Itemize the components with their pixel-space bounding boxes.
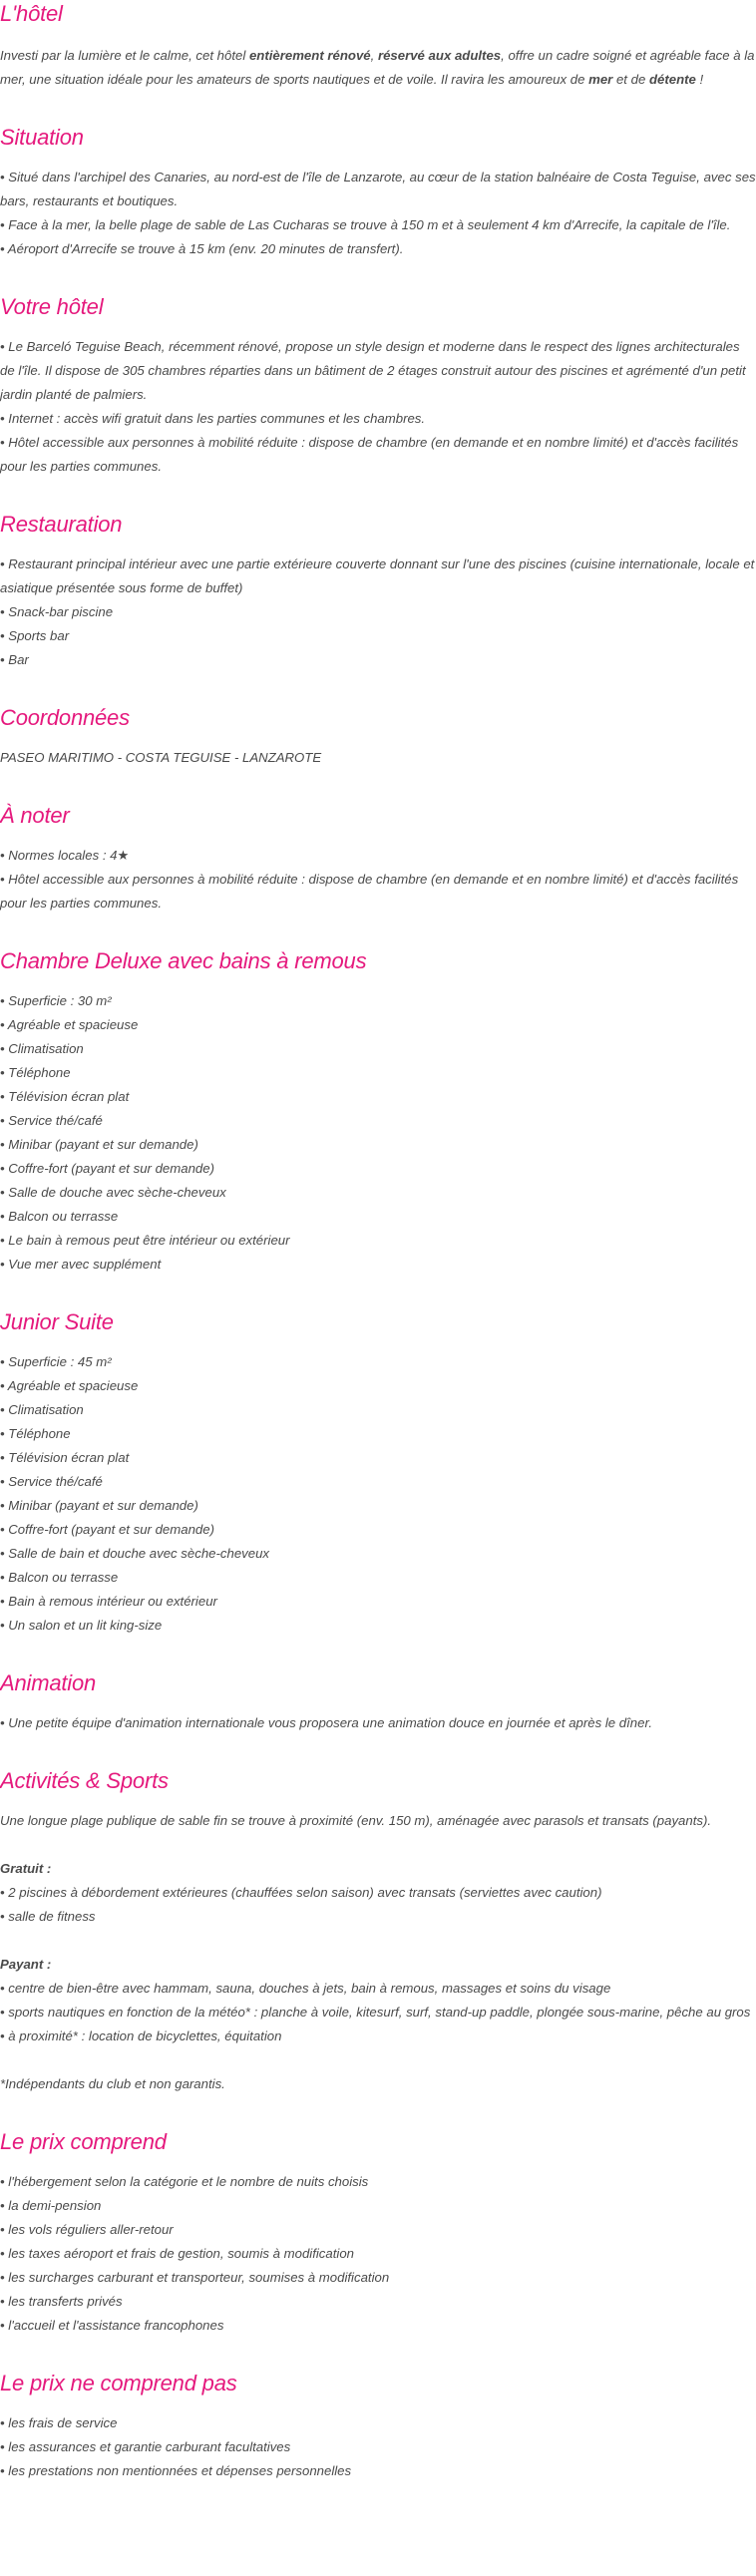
- list-item: • les transferts privés: [0, 2294, 123, 2309]
- list-item: • Vue mer avec supplément: [0, 1257, 162, 1272]
- list-item: • Sports bar: [0, 628, 70, 643]
- list-item: • les frais de service: [0, 2415, 118, 2430]
- list-item: • Climatisation: [0, 1402, 84, 1417]
- list-item: • Téléphone: [0, 1065, 71, 1080]
- list-item: • Coffre-fort (payant et sur demande): [0, 1522, 214, 1537]
- list-item: • Hôtel accessible aux personnes à mobilité réduite : dispose de chambre (en demande et en nombre limité) et d'accès facilités pour les parties communes.: [0, 435, 739, 474]
- section-coordonnees: [0, 704, 756, 770]
- payant-label: Payant :: [0, 1957, 52, 1972]
- bold-renove: entièrement rénové: [248, 48, 371, 63]
- list-item: • les vols réguliers aller-retour: [0, 2222, 174, 2237]
- section-chambre-deluxe: [0, 947, 756, 1277]
- gratuit-label: Gratuit :: [0, 1861, 52, 1876]
- spacer: [0, 1833, 756, 1857]
- section-body-hotel: [0, 44, 756, 92]
- section-title-a-noter: À noter: [0, 803, 70, 828]
- section-body-animation: [0, 1711, 756, 1735]
- list-item: • l'accueil et l'assistance francophones: [0, 2318, 224, 2333]
- list-item: • Service thé/café: [0, 1474, 103, 1489]
- section-situation: [0, 124, 756, 261]
- list-item: • Le bain à remous peut être intérieur ou extérieur: [0, 1233, 290, 1248]
- section-body-situation: [0, 166, 756, 261]
- section-body-activites: [0, 1809, 756, 2096]
- hotel-intro-paragraph: [0, 44, 756, 92]
- list-item: • Coffre-fort (payant et sur demande): [0, 1161, 214, 1176]
- list-item: • Agréable et spacieuse: [0, 1017, 139, 1032]
- section-animation: [0, 1669, 756, 1735]
- spacer: [0, 1929, 756, 1953]
- section-title-junior-suite: Junior Suite: [0, 1309, 114, 1334]
- text-fragment: ,: [370, 48, 378, 63]
- list-item: • Bain à remous intérieur ou extérieur: [0, 1594, 217, 1609]
- list-item: • Normes locales : 4★: [0, 848, 130, 863]
- list-item: • Une petite équipe d'animation internationale vous proposera une animation douce en journée et après le dîner.: [0, 1715, 653, 1730]
- list-item: • Restaurant principal intérieur avec une partie extérieure couverte donnant sur l'une des piscines (cuisine internationale, locale et asiatique présentée sous forme de buffet): [0, 556, 755, 595]
- address-line: PASEO MARITIMO - COSTA TEGUISE - LANZAROTE: [0, 750, 322, 765]
- section-prix-ne-comprend: [0, 2370, 756, 2483]
- section-prix-comprend: [0, 2128, 756, 2338]
- section-title-prix-ne-comprend: Le prix ne comprend pas: [0, 2371, 237, 2395]
- list-item: • les prestations non mentionnées et dépenses personnelles: [0, 2463, 352, 2478]
- list-item: • salle de fitness: [0, 1909, 96, 1924]
- section-restauration: [0, 511, 756, 672]
- list-item: • Salle de douche avec sèche-cheveux: [0, 1185, 226, 1200]
- list-item: • Superficie : 45 m²: [0, 1354, 112, 1369]
- list-item: • les taxes aéroport et frais de gestion, soumis à modification: [0, 2246, 354, 2261]
- section-title-animation: Animation: [0, 1670, 97, 1695]
- bold-mer: mer: [588, 72, 613, 87]
- list-item: • Balcon ou terrasse: [0, 1570, 119, 1585]
- list-item: • l'hébergement selon la catégorie et le nombre de nuits choisis: [0, 2174, 369, 2189]
- list-item: • Télévision écran plat: [0, 1450, 130, 1465]
- section-title-situation: Situation: [0, 125, 84, 150]
- section-title-chambre-deluxe: Chambre Deluxe avec bains à remous: [0, 948, 367, 973]
- text-fragment: , offre un cadre soigné et agréable face à la mer, une situation idéale pour les amateurs de sports nautiques et de voile. Il ravira les amoureux de: [0, 48, 755, 87]
- list-item: • Le Barceló Teguise Beach, récemment rénové, propose un style design et moderne dans le respect des lignes architecturales de l'île. Il dispose de 305 chambres réparties dans un bâtiment de 2 étages construit autour des piscines et agrémenté d'un petit jardin planté de palmiers.: [0, 339, 746, 402]
- activites-footnote: *Indépendants du club et non garantis.: [0, 2076, 225, 2091]
- list-item: • Agréable et spacieuse: [0, 1378, 139, 1393]
- list-item: • Télévision écran plat: [0, 1089, 130, 1104]
- section-title-activites: Activités & Sports: [0, 1768, 169, 1793]
- section-body-a-noter: [0, 844, 756, 916]
- text-fragment: !: [695, 72, 704, 87]
- section-title-hotel: L'hôtel: [0, 1, 63, 26]
- list-item: • Hôtel accessible aux personnes à mobilité réduite : dispose de chambre (en demande et en nombre limité) et d'accès facilités pour les parties communes.: [0, 872, 739, 911]
- list-item: • Balcon ou terrasse: [0, 1209, 119, 1224]
- section-body-prix-comprend: [0, 2170, 756, 2338]
- section-activites: [0, 1767, 756, 2096]
- list-item: • à proximité* : location de bicyclettes, équitation: [0, 2028, 282, 2043]
- list-item: • Service thé/café: [0, 1113, 103, 1128]
- section-body-restauration: [0, 552, 756, 672]
- section-title-coordonnees: Coordonnées: [0, 705, 130, 730]
- section-title-votre-hotel: Votre hôtel: [0, 294, 104, 319]
- section-body-junior-suite: [0, 1350, 756, 1638]
- section-junior-suite: [0, 1308, 756, 1638]
- list-item: • sports nautiques en fonction de la météo* : planche à voile, kitesurf, surf, stand-up paddle, plongée sous-marine, pêche au gros: [0, 2005, 751, 2020]
- list-item: • Bar: [0, 652, 29, 667]
- section-body-coordonnees: [0, 746, 756, 770]
- list-item: • 2 piscines à débordement extérieures (chauffées selon saison) avec transats (serviettes avec caution): [0, 1885, 602, 1900]
- list-item: • Téléphone: [0, 1426, 71, 1441]
- list-item: • Internet : accès wifi gratuit dans les parties communes et les chambres.: [0, 411, 426, 426]
- text-fragment: et de: [612, 72, 649, 87]
- bold-adultes: réservé aux adultes: [377, 48, 502, 63]
- section-a-noter: [0, 802, 756, 916]
- section-body-chambre-deluxe: [0, 989, 756, 1277]
- list-item: • Aéroport d'Arrecife se trouve à 15 km (env. 20 minutes de transfert).: [0, 241, 404, 256]
- list-item: • centre de bien-être avec hammam, sauna, douches à jets, bain à remous, massages et soins du visage: [0, 1981, 611, 1996]
- list-item: • les surcharges carburant et transporteur, soumises à modification: [0, 2270, 390, 2285]
- section-title-prix-comprend: Le prix comprend: [0, 2129, 167, 2154]
- bold-detente: détente: [648, 72, 696, 87]
- section-body-votre-hotel: [0, 335, 756, 479]
- section-hotel: [0, 0, 756, 92]
- list-item: • Superficie : 30 m²: [0, 993, 112, 1008]
- list-item: • Face à la mer, la belle plage de sable de Las Cucharas se trouve à 150 m et à seulement 4 km d'Arrecife, la capitale de l'île.: [0, 217, 731, 232]
- list-item: • Un salon et un lit king-size: [0, 1618, 163, 1633]
- list-item: • Snack-bar piscine: [0, 604, 114, 619]
- list-item: • la demi-pension: [0, 2198, 102, 2213]
- text-fragment: Investi par la lumière et le calme, cet hôtel: [0, 48, 249, 63]
- spacer: [0, 2048, 756, 2072]
- activites-intro: Une longue plage publique de sable fin se trouve à proximité (env. 150 m), aménagée avec parasols et transats (payants).: [0, 1813, 712, 1828]
- section-votre-hotel: [0, 293, 756, 479]
- list-item: • Situé dans l'archipel des Canaries, au nord-est de l'île de Lanzarote, au cœur de la station balnéaire de Costa Teguise, avec ses bars, restaurants et boutiques.: [0, 170, 756, 208]
- list-item: • les assurances et garantie carburant facultatives: [0, 2439, 291, 2454]
- section-title-restauration: Restauration: [0, 512, 123, 537]
- list-item: • Minibar (payant et sur demande): [0, 1498, 198, 1513]
- list-item: • Minibar (payant et sur demande): [0, 1137, 198, 1152]
- list-item: • Climatisation: [0, 1041, 84, 1056]
- section-body-prix-ne-comprend: [0, 2411, 756, 2483]
- list-item: • Salle de bain et douche avec sèche-cheveux: [0, 1546, 270, 1561]
